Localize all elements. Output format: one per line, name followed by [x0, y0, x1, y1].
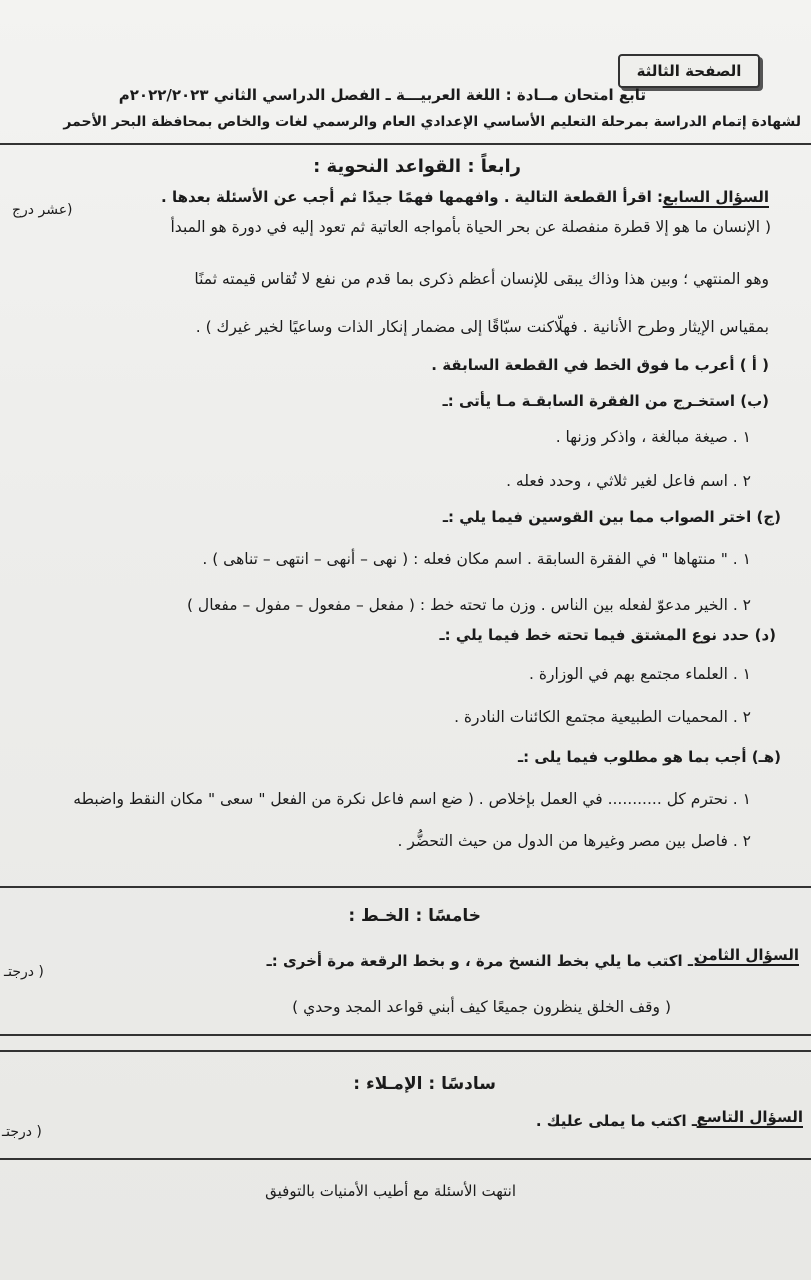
q7-instruction: : اقرأ القطعة التالية . وافهمها فهمًا جيدًا ثم أجب عن الأسئلة بعدها .	[161, 188, 663, 206]
q9-label: السؤال التاسع	[696, 1108, 803, 1126]
part-c-item-1: ١ . " منتهاها " في الفقرة السابقة . اسم مكان فعله : ( نهى – أنهى – انتهى – تناهى ) .	[202, 550, 751, 568]
part-d-item-2: ٢ . المحميات الطبيعية مجتمع الكائنات النادرة .	[454, 708, 751, 726]
part-b: (ب) استخـرج من الفقرة السابقـة مـا يأتى :ـ	[442, 392, 769, 410]
q7-marks: (عشر درج	[12, 202, 73, 218]
passage-line-1: ( الإنسان ما هو إلا قطرة منفصلة عن بحر الحياة بأمواجه العاتية ثم تعود إليه في دورة هو المبدأ	[170, 218, 771, 236]
section6-title: سادسًا : الإمـلاء :	[353, 1074, 496, 1094]
part-e: (هـ) أجب بما هو مطلوب فيما يلى :ـ	[518, 748, 781, 766]
q8-text: ( وقف الخلق ينظرون جميعًا كيف أبني قواعد المجد وحدي )	[292, 998, 671, 1016]
part-b-item-2: ٢ . اسم فاعل لغير ثلاثي ، وحدد فعله .	[506, 472, 751, 490]
q9-marks: ( درجتـ	[2, 1124, 42, 1140]
q8-label: السؤال الثامن	[694, 946, 799, 964]
section5-divider-1	[0, 1034, 811, 1036]
passage-line-2: وهو المنتهي ؛ وبين هذا وذاك يبقى للإنسان أعظم ذكرى بما قدم من نفع لا تُقاس قيمته ثمنًا	[194, 270, 769, 288]
part-a: ( أ ) أعرب ما فوق الخط في القطعة السابقة .	[431, 356, 769, 374]
q8-marks: ( درجتـ	[4, 964, 44, 980]
header-divider	[0, 143, 811, 145]
part-d-item-1: ١ . العلماء مجتمع بهم في الوزارة .	[528, 665, 751, 683]
section4-title: رابعاً : القواعد النحوية :	[313, 156, 521, 177]
part-e-item-1: ١ . نحترم كل ........... في العمل بإخلاص . ( ضع اسم فاعل نكرة من الفعل " سعى " مكان النقط واضبطه	[73, 790, 751, 808]
part-c: (ج) اختر الصواب مما بين القوسين فيما يلي :ـ	[442, 508, 781, 526]
exam-header-line2: لشهادة إتمام الدراسة بمرحلة التعليم الأساسي الإعدادي العام والرسمي لغات والخاص بمحافظة البحر الأحمر	[63, 114, 801, 130]
section5-divider-2	[0, 1050, 811, 1052]
section4-divider	[0, 886, 811, 888]
passage-line-3: بمقياس الإيثار وطرح الأنانية . فهلّاكنت سبّاقًا إلى مضمار إنكار الذات وساعيًا لخير غيرك ) .	[195, 318, 769, 336]
closing-text: انتهت الأسئلة مع أطيب الأمنيات بالتوفيق	[265, 1182, 516, 1200]
q9-instruction: :ـ اكتب ما يملى عليك .	[535, 1112, 703, 1130]
part-e-item-2: ٢ . فاصل بين مصر وغيرها من الدول من حيث التحضُّر .	[397, 832, 751, 850]
q7-label: السؤال السابع	[662, 188, 769, 206]
page-label: الصفحة الثالثة	[618, 54, 760, 88]
q8-instruction: :ـ اكتب ما يلي بخط النسخ مرة ، و بخط الرقعة مرة أخرى :ـ	[266, 952, 699, 970]
exam-header-line1: تابع امتحان مــادة : اللغة العربيـــة ـ الفصل الدراسي الثاني ٢٠٢٢/٢٠٢٣م	[118, 86, 646, 104]
part-c-item-2: ٢ . الخير مدعوّ لفعله بين الناس . وزن ما تحته خط : ( مفعل – مفعول – مفول – مفعال )	[186, 596, 751, 614]
section6-divider	[0, 1158, 811, 1160]
section5-title: خامسًا : الخـط :	[348, 906, 481, 926]
part-d: (د) حدد نوع المشتق فيما تحته خط فيما يلي :ـ	[439, 626, 776, 644]
part-b-item-1: ١ . صيغة مبالغة ، واذكر وزنها .	[555, 428, 751, 446]
